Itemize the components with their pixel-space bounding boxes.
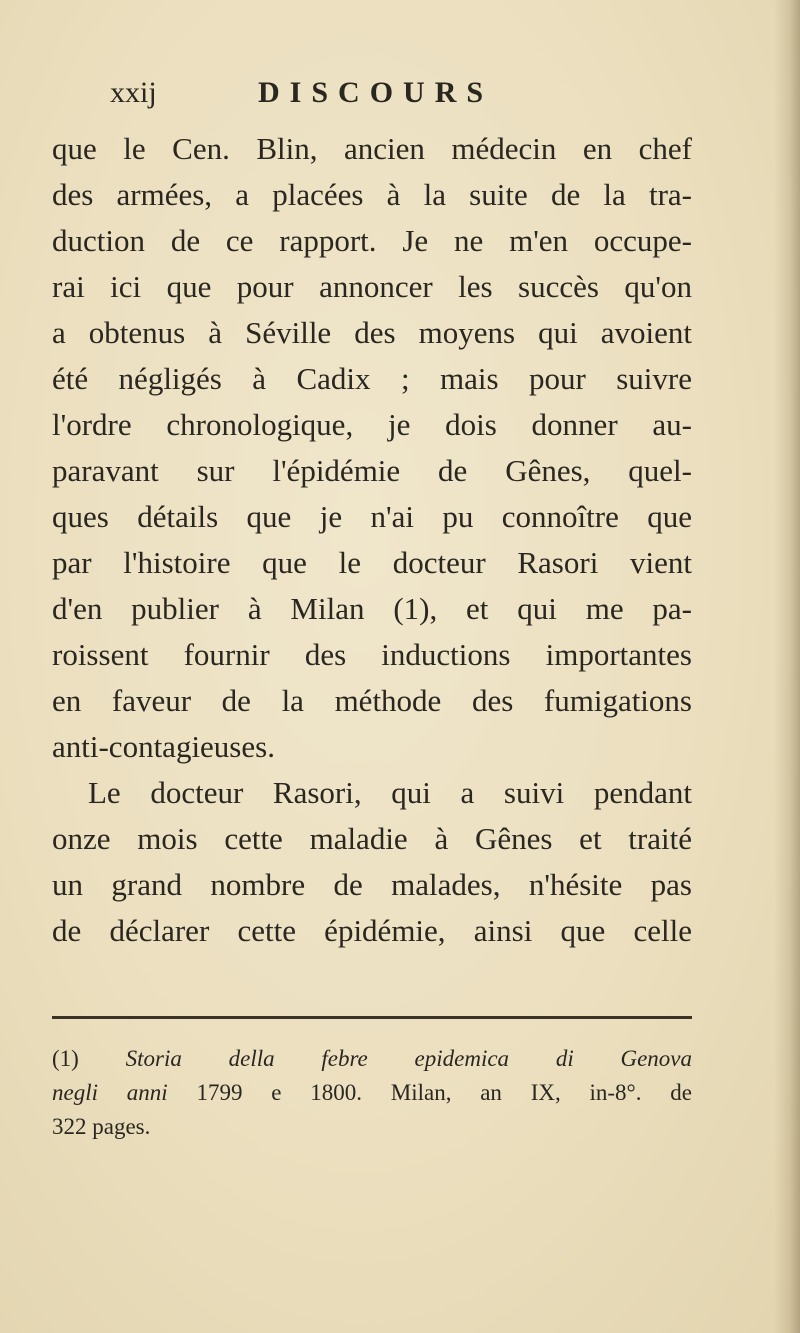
footnote-title: Storia della febre epidemica di Genova [125,1046,693,1071]
page-number: xxij [110,76,157,109]
footnote [52,1042,692,1144]
text-line: Le docteur Rasori, qui a suivi pendant [88,775,692,810]
body-text [52,126,692,954]
text-line: des armées, a placées à la suite de la tra- [52,177,692,212]
text-line: rai ici que pour annoncer les succès qu'on [52,269,692,304]
text-line: par l'histoire que le docteur Rasori vient [52,545,692,580]
text-line: en faveur de la méthode des fumigations [52,683,692,718]
text-line: été négligés à Cadix ; mais pour suivre [52,361,692,396]
footnote-line [52,1042,692,1076]
footnote-marker: (1) [52,1046,79,1071]
text-line: anti-contagieuses. [52,729,275,764]
text-line: duction de ce rapport. Je ne m'en occupe- [52,223,692,258]
running-header [110,76,670,116]
footnote-line [52,1076,692,1110]
footnote-rule [52,1016,692,1019]
text-line: l'ordre chronologique, je dois donner au- [52,407,692,442]
text-line: que le Cen. Blin, ancien médecin en chef [52,131,692,166]
text-line: onze mois cette maladie à Gênes et traité [52,821,692,856]
text-line: un grand nombre de malades, n'hésite pas [52,867,692,902]
text-line: roissent fournir des inductions importantes [52,637,692,672]
page-edge-shadow [774,0,800,1333]
text-line: ques détails que je n'ai pu connoître que [52,499,692,534]
text-line: paravant sur l'épidémie de Gênes, quel- [52,453,692,488]
running-title: DISCOURS [258,76,494,109]
text-line: a obtenus à Séville des moyens qui avoient [52,315,692,350]
footnote-title-cont: negli anni [52,1080,168,1105]
text-line: d'en publier à Milan (1), et qui me pa- [52,591,692,626]
text-line: de déclarer cette épidémie, ainsi que celle [52,913,692,948]
footnote-line: 322 pages. [52,1114,151,1139]
footnote-details: 1799 e 1800. Milan, an IX, in-8°. de [196,1080,692,1105]
